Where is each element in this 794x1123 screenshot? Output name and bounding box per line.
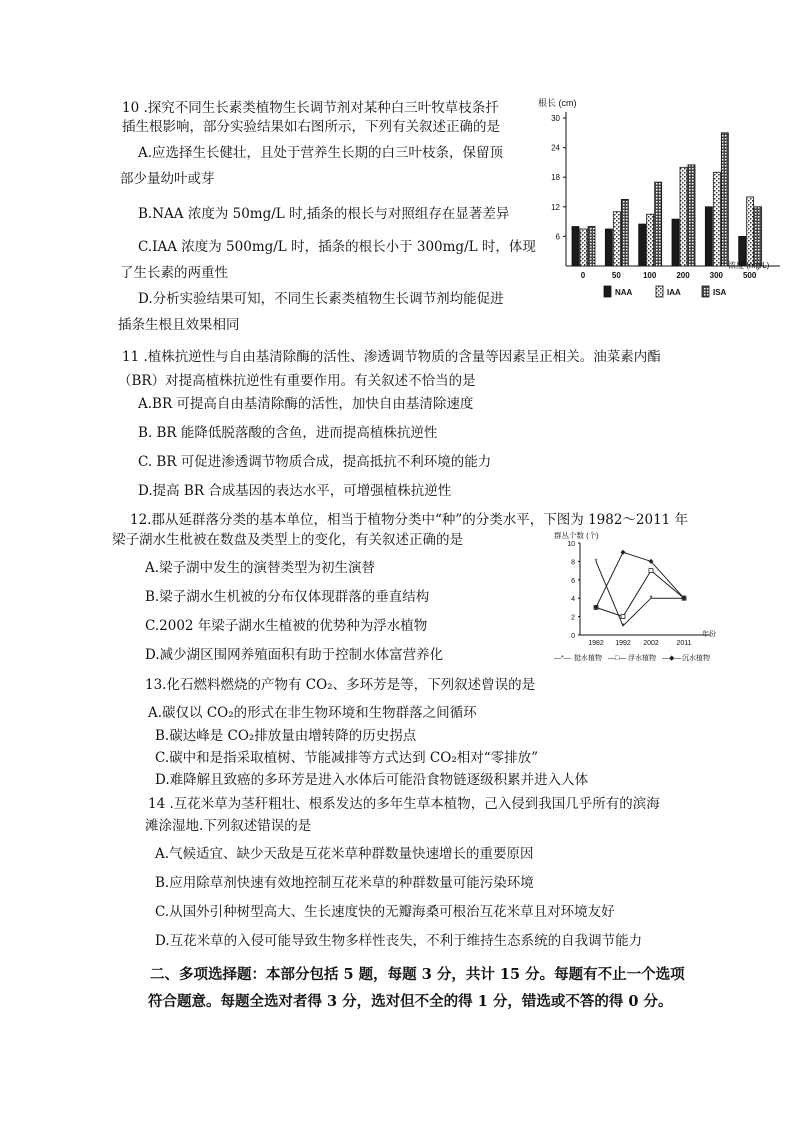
q10-option-c-line1: C.IAA 浓度为 500mg/L 时，插条的根长小于 300mg/L 时，体现 (138, 239, 536, 255)
line-legend-marker: —□— (608, 655, 627, 662)
q14-option-d: D.互花米草的入侵可能导致生物多样性丧失，不利于维持生态系统的自我调节能力 (155, 933, 643, 949)
q10-option-d-line2: 插条生根且效果相同 (118, 317, 240, 333)
bar-legend-swatch-iaa (656, 286, 663, 297)
bar-chart-ylabel: 根长 (cm) (538, 98, 577, 108)
bar-iaa-100 (647, 214, 654, 266)
q12-option-b: B.梁子湖水生机被的分布仅体现群落的垂直结构 (145, 589, 430, 605)
bar-naa-200 (672, 219, 679, 266)
line-chart-ylabel: 群丛个数 (个) (554, 531, 599, 540)
bar-legend-label: NAA (615, 288, 633, 297)
q10-stem-line1: 10 .探究不同生长素类植物生长调节剂对某种白三叶牧草枝条扦 (122, 100, 499, 116)
line-legend-marker: —◆— (662, 655, 682, 662)
bar-chart-xtick-label: 500 (742, 271, 757, 280)
bar-iaa-500 (747, 197, 754, 266)
q12-option-a: A.梁子湖中发生的演替类型为初生演替 (145, 560, 376, 576)
q11-option-a: A.BR 可提高自由基清除酶的活性，加快自由基清除速度 (138, 396, 474, 412)
line-legend-label: 挺水植物 (574, 655, 602, 662)
bar-iaa-300 (713, 172, 720, 266)
line-series-3 (596, 552, 684, 607)
bar-legend-swatch-naa (604, 286, 611, 297)
q10-option-a-line2: 部少量幼叶或芽 (120, 171, 215, 187)
line-chart-xtick-label: 2011 (676, 640, 692, 647)
bar-chart-xtick-label: 0 (580, 271, 586, 280)
bar-iaa-50 (613, 212, 620, 266)
line-chart-xlabel: 年份 (702, 631, 716, 638)
line-chart-ytick-label: 0 (571, 633, 575, 640)
line-chart-xtick-label: 2002 (643, 640, 659, 647)
q12-stem-line1: 12.郡从延群落分类的基本单位，相当于植物分类中“种”的分类水平，下图为 1982～2011 年 (130, 512, 689, 528)
q13-option-c: C.碳中和是指采取植树、节能减排等方式达到 CO₂相对“零排放” (155, 750, 539, 766)
line-legend-label: 浮水植物 (628, 655, 656, 662)
q11-option-b: B. BR 能降低脱落酸的含鱼，进而提高植株抗逆性 (138, 425, 438, 441)
q10-option-d-line1: D.分析实验结果可知，不同生长素类植物生长调节剂均能促进 (138, 291, 504, 307)
section2-heading-line1: 二、多项选择题：本部分包括 5 题，每题 3 分，共计 15 分。每题有不止一个选项 (150, 966, 685, 983)
line-chart-ytick-label: 6 (571, 577, 575, 585)
q13-option-a: A.碳仅以 CO₂的形式在非生物环境和生物群落之间循环 (148, 705, 477, 721)
q14-stem-line2: 滩涂湿地.下列叙述错误的是 (145, 818, 312, 834)
bar-chart-ytick-label: 24 (551, 143, 560, 153)
bar-iaa-200 (680, 167, 687, 266)
bar-chart-ytick-label: 18 (551, 173, 560, 183)
line-chart-ytick-label: 4 (571, 596, 575, 604)
bar-chart-xtick-label: 300 (709, 271, 724, 280)
bar-chart-xlabel: 浓度 (mg/L) (728, 261, 770, 270)
q14-option-b: B.应用除草剂快速有效地控制互花米草的种群数量可能污染环境 (155, 875, 534, 891)
line-series-1 (596, 561, 684, 625)
q10-option-b: B.NAA 浓度为 50mg/L 时,插条的根长与对照组存在显著差异 (138, 206, 510, 222)
section2-heading-line2: 符合题意。每题全选对者得 3 分，选对但不全的得 1 分，错选或不答的得 0 分。 (148, 993, 673, 1010)
line-point: * (621, 621, 625, 631)
vegetation-line-chart (550, 528, 725, 666)
line-legend-marker: —*— (554, 655, 571, 662)
bar-iaa-0 (580, 229, 587, 266)
line-chart-xtick-label: 1992 (615, 640, 631, 647)
line-chart-ytick-label: 10 (567, 541, 575, 548)
bar-legend-label: ISA (713, 288, 727, 297)
line-chart-xtick-label: 1982 (588, 640, 604, 647)
q11-stem-line2: （BR）对提高植株抗逆性有重要作用。有关叙述不恰当的是 (118, 373, 476, 389)
line-point (649, 569, 653, 573)
q10-option-c-line2: 了生长素的两重性 (120, 265, 228, 281)
q13-stem: 13.化石燃料燃烧的产物有 CO₂、多环芳是等，下列叙述曾误的是 (145, 677, 536, 693)
root-length-bar-chart (536, 96, 786, 308)
bar-isa-100 (655, 182, 662, 266)
bar-isa-50 (621, 199, 628, 266)
q14-option-a: A.气候适宜、缺少天敌是互花米草种群数量快速增长的重要原因 (155, 846, 534, 862)
q14-stem-line1: 14 .互花米草为茎秆粗壮、根系发达的多年生草本植物，己入侵到我国几乎所有的滨海 (148, 796, 660, 812)
line-point: * (594, 557, 598, 567)
bar-isa-500 (755, 207, 762, 266)
q10-option-a-line1: A.应选择生长健壮，且处于营养生长期的白三叶枝条，保留顶 (138, 145, 504, 161)
bar-legend-label: IAA (667, 288, 681, 297)
line-point (621, 550, 626, 555)
bar-naa-100 (639, 224, 646, 266)
bar-isa-0 (588, 227, 595, 266)
q13-option-d: D.难降解且致癌的多环芳是进入水体后可能沿食物链逐级积累并进入人体 (155, 772, 589, 788)
q11-stem-line1: 11 .植株抗逆性与自由基清除酶的活性、渗透调节物质的含量等因素呈正相关。油菜素内酯 (122, 349, 661, 365)
line-chart-ytick-label: 8 (571, 559, 575, 567)
q14-option-c: C.从国外引种树型高大、生长速度快的无瓣海桑可根治互花米草且对环境友好 (155, 904, 615, 920)
q11-option-c: C. BR 可促进渗透调节物质合成，提高抵抗不利环境的能力 (138, 454, 492, 470)
q10-stem-line2: 插生根影响，部分实验结果如右图所示，下列有关叙述正确的是 (122, 119, 500, 135)
bar-naa-50 (605, 229, 612, 266)
bar-isa-300 (721, 133, 728, 266)
bar-chart-ytick-label: 30 (551, 114, 560, 123)
bar-legend-swatch-isa (702, 286, 709, 297)
bar-chart-xtick-label: 100 (642, 271, 657, 280)
q12-stem-line2: 梁子湖水生枇被在数盘及类型上的变化，有关叙述正确的是 (112, 532, 463, 548)
bar-chart-ytick-label: 6 (555, 232, 560, 242)
line-legend-label: 沉水植物 (682, 655, 710, 662)
bar-chart-xtick-label: 200 (676, 271, 690, 280)
bar-naa-300 (705, 207, 712, 266)
q12-option-c: C.2002 年梁子湖水生植被的优势种为浮水植物 (145, 618, 428, 634)
bar-naa-0 (572, 227, 579, 266)
line-point: * (649, 594, 653, 604)
q13-option-b: B.碳达峰是 CO₂排放量由增转降的历史拐点 (155, 728, 417, 744)
bar-chart-xtick-label: 50 (611, 271, 621, 280)
bar-chart-ytick-label: 12 (551, 202, 560, 212)
bar-isa-200 (688, 165, 695, 266)
q11-option-d: D.提高 BR 合成基因的表达水平，可增强植株抗逆性 (138, 483, 452, 499)
q12-option-d: D.减少湖区围网养殖面积有助于控制水体富营养化 (145, 647, 444, 663)
line-point (621, 615, 625, 619)
line-chart-ytick-label: 2 (571, 614, 575, 622)
